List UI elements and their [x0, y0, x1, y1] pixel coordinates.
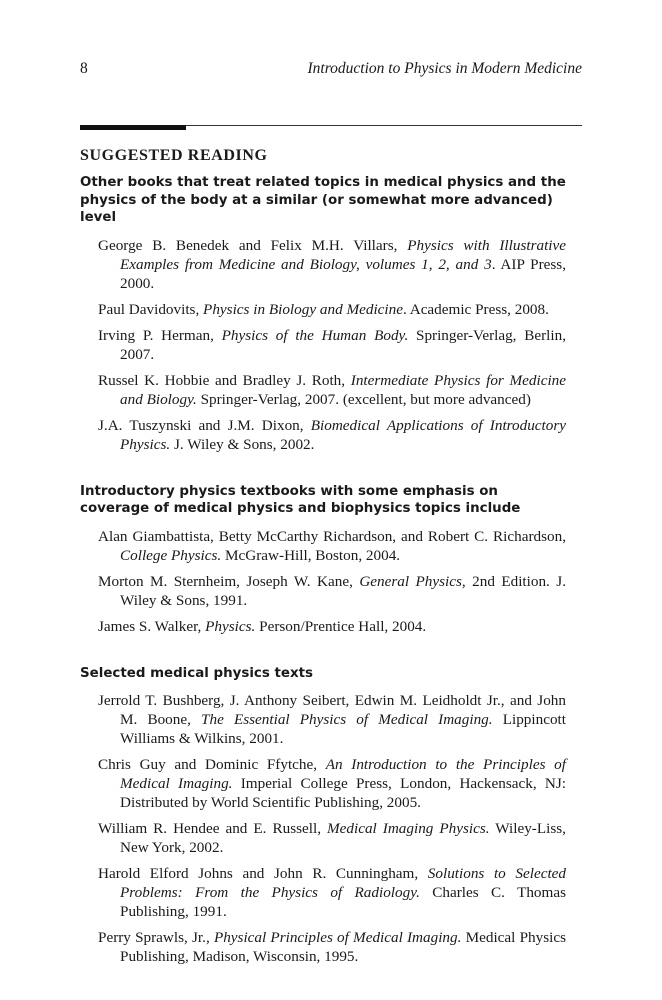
group-heading-related-books: Other books that treat related topics in medical physics and the physics of the body at a similar (or somewhat more advanced) level [80, 175, 566, 225]
reference-publication: Charles C. Thomas Publishing, 1991. [120, 884, 566, 920]
reference-publication: McGraw-Hill, Boston, 2004. [221, 546, 401, 564]
reference-item [80, 819, 566, 857]
reference-publication: Springer-Verlag, Berlin, 2007. [120, 326, 566, 363]
page-number: 8 [80, 60, 88, 77]
reference-publication: Person/Prentice Hall, 2004. [255, 617, 427, 635]
reference-publication: , 2nd Edition. J. Wiley & Sons, 1991. [120, 572, 566, 609]
book-title: Introduction to Physics in Modern Medicine [307, 60, 582, 77]
group-heading-introductory-textbooks: Introductory physics textbooks with some emphasis on coverage of medical physics and biophysics topics include [80, 483, 521, 516]
reference-authors: Paul Davidovits, [98, 300, 204, 318]
reference-title: College Physics. [120, 546, 222, 564]
reference-item [80, 755, 566, 812]
reference-item [80, 527, 566, 565]
reference-item [80, 572, 566, 610]
reference-authors: J.A. Tuszynski and J.M. Dixon, [98, 416, 311, 434]
reference-title: Physics of the Human Body. [221, 326, 409, 344]
reference-publication: . AIP Press, 2000. [120, 255, 566, 292]
reference-title: Physical Principles of Medical Imaging. [213, 929, 462, 946]
reference-item [80, 326, 566, 364]
reference-title: Physics in Biology and Medicine [203, 300, 403, 318]
reference-title: Physics. [205, 617, 256, 635]
reference-list-introductory-textbooks [80, 527, 566, 636]
reference-title: General Physics [359, 572, 462, 590]
reference-authors: Morton M. Sternheim, Joseph W. Kane, [98, 572, 360, 590]
reference-item [80, 864, 566, 921]
reference-item [80, 371, 566, 409]
reference-list-related-books [80, 236, 566, 454]
reference-item [80, 300, 566, 319]
reference-publication: Medical Physics Publishing, Madison, Wisconsin, 1995. [120, 929, 566, 965]
reference-title: Medical Imaging Physics. [327, 820, 490, 837]
reference-authors: Jerrold T. Bushberg, J. Anthony Seibert, Edwin M. Leidholdt Jr., and John M. Boone, [98, 692, 566, 728]
reference-item [80, 236, 566, 293]
reference-authors: George B. Benedek and Felix M.H. Villars, [98, 236, 408, 254]
reference-authors: Alan Giambattista, Betty McCarthy Richardson, and Robert C. Richardson, [98, 527, 566, 545]
reference-publication: Imperial College Press, London, Hackensack, NJ: Distributed by World Scientific Publishing, 2005. [120, 775, 566, 811]
reference-authors: Russel K. Hobbie and Bradley J. Roth, [98, 371, 351, 389]
reference-publication: Springer-Verlag, 2007. (excellent, but more advanced) [196, 390, 531, 408]
running-head [80, 60, 582, 84]
reference-publication: Lippincott Williams & Wilkins, 2001. [120, 711, 566, 747]
reference-title: Intermediate Physics for Medicine and Biology. [120, 371, 567, 408]
reference-title: Physics with Illustrative Examples from Medicine and Biology, volumes 1, 2, and 3 [120, 236, 567, 273]
reference-authors: Harold Elford Johns and John R. Cunningham, [98, 865, 428, 882]
reference-authors: Irving P. Herman, [98, 326, 222, 344]
reference-item [80, 928, 566, 966]
reference-publication: J. Wiley & Sons, 2002. [170, 435, 315, 453]
reading-list [80, 174, 566, 973]
reference-authors: William R. Hendee and E. Russell, [98, 820, 327, 837]
reference-publication: Wiley-Liss, New York, 2002. [120, 820, 566, 856]
reference-item [80, 416, 566, 454]
reference-title: An Introduction to the Principles of Medical Imaging. [120, 756, 566, 792]
reference-title: Biomedical Applications of Introductory Physics. [120, 416, 566, 453]
reference-authors: Chris Guy and Dominic Ffytche, [98, 756, 326, 773]
reference-list-medical-physics-texts [80, 691, 566, 966]
section-title: SUGGESTED READING [80, 147, 268, 164]
reference-title: Solutions to Selected Problems: From the Physics of Radiology. [120, 865, 566, 901]
reference-authors: Perry Sprawls, Jr., [98, 929, 214, 946]
reference-item [80, 617, 566, 636]
reference-authors: James S. Walker, [98, 617, 206, 635]
section-rule-accent [80, 125, 186, 130]
reference-item [80, 691, 566, 748]
reference-publication: . Academic Press, 2008. [402, 300, 549, 318]
reference-title: The Essential Physics of Medical Imaging. [201, 711, 493, 728]
group-heading-medical-physics-texts: Selected medical physics texts [80, 665, 313, 681]
